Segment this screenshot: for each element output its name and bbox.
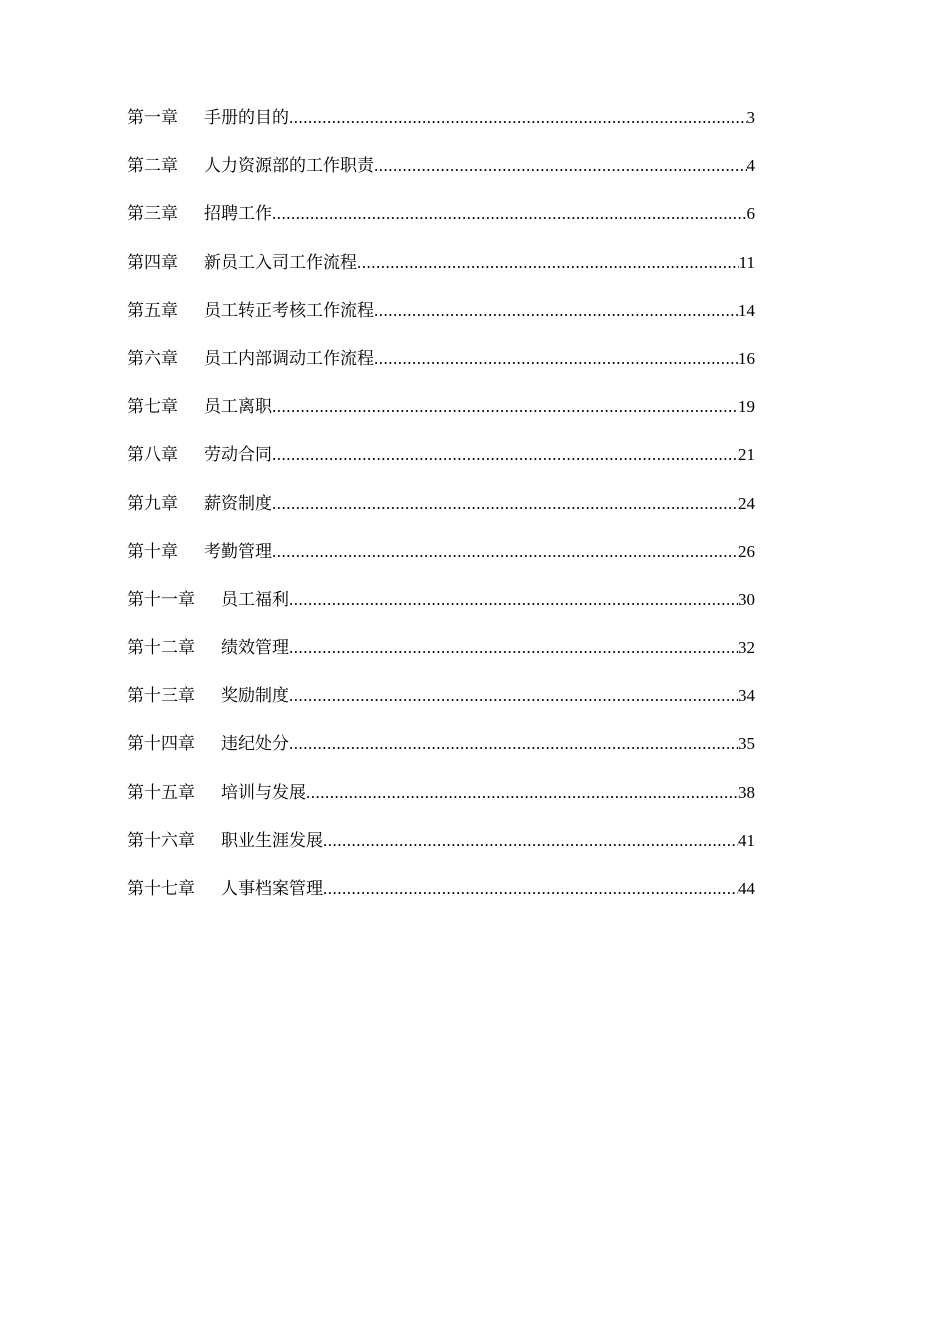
toc-dot-leader — [323, 871, 738, 907]
toc-page-number: 21 — [738, 445, 755, 465]
toc-chapter-title: 员工离职 — [204, 397, 272, 418]
toc-chapter-title: 培训与发展 — [221, 782, 306, 803]
toc-chapter-number: 第六章 — [127, 348, 178, 369]
toc-chapter-title: 新员工入司工作流程 — [204, 252, 357, 273]
toc-dot-leader — [272, 486, 738, 522]
toc-chapter-title: 薪资制度 — [204, 493, 272, 514]
toc-dot-leader — [289, 678, 738, 714]
toc-chapter-number: 第四章 — [127, 252, 178, 273]
toc-chapter-number: 第十五章 — [127, 782, 195, 803]
toc-page-number: 41 — [738, 830, 755, 850]
toc-dot-leader — [374, 293, 738, 329]
toc-chapter-title: 员工福利 — [221, 589, 289, 610]
toc-page-number: 14 — [738, 300, 755, 320]
toc-dot-leader — [357, 245, 739, 281]
toc-page-number: 35 — [738, 734, 755, 754]
toc-entry[interactable] — [127, 726, 755, 774]
toc-chapter-number: 第十七章 — [127, 879, 195, 899]
toc-page-number: 30 — [738, 589, 755, 609]
table-of-contents — [127, 100, 755, 919]
toc-page-number: 6 — [746, 204, 755, 224]
toc-chapter-number: 第十六章 — [127, 830, 195, 851]
toc-chapter-number: 第九章 — [127, 493, 178, 514]
toc-chapter-title: 奖励制度 — [221, 686, 289, 707]
toc-chapter-number: 第一章 — [127, 108, 178, 128]
toc-dot-leader — [289, 582, 738, 618]
toc-chapter-title: 员工转正考核工作流程 — [204, 300, 374, 321]
toc-entry[interactable] — [127, 293, 755, 341]
toc-dot-leader — [306, 775, 738, 811]
toc-page-number: 32 — [738, 638, 755, 658]
toc-page-number: 44 — [738, 879, 755, 898]
toc-page-number: 26 — [738, 541, 755, 561]
toc-chapter-number: 第十四章 — [127, 734, 195, 755]
toc-dot-leader — [272, 196, 747, 232]
toc-entry[interactable] — [127, 582, 755, 630]
toc-entry[interactable] — [127, 245, 755, 293]
toc-chapter-title: 招聘工作 — [204, 204, 272, 225]
toc-dot-leader — [289, 726, 738, 762]
toc-chapter-title: 人事档案管理 — [221, 879, 323, 899]
toc-page-number: 3 — [746, 108, 755, 127]
toc-chapter-title: 人力资源部的工作职责 — [204, 156, 374, 177]
toc-chapter-number: 第十一章 — [127, 589, 195, 610]
toc-chapter-number: 第十三章 — [127, 686, 195, 707]
toc-entry[interactable] — [127, 775, 755, 823]
toc-chapter-title: 手册的目的 — [204, 108, 289, 128]
toc-entry[interactable] — [127, 630, 755, 678]
toc-entry[interactable] — [127, 486, 755, 534]
toc-dot-leader — [272, 437, 738, 473]
toc-entry[interactable] — [127, 100, 755, 148]
toc-dot-leader — [289, 100, 747, 136]
toc-dot-leader — [374, 341, 738, 377]
toc-chapter-title: 劳动合同 — [204, 445, 272, 466]
toc-chapter-title: 员工内部调动工作流程 — [204, 348, 374, 369]
toc-page-number: 19 — [738, 397, 755, 417]
toc-chapter-number: 第七章 — [127, 397, 178, 418]
toc-page-number: 38 — [738, 782, 755, 802]
toc-entry[interactable] — [127, 341, 755, 389]
toc-chapter-number: 第三章 — [127, 204, 178, 225]
toc-entry[interactable] — [127, 871, 755, 919]
toc-chapter-title: 违纪处分 — [221, 734, 289, 755]
toc-page-number: 11 — [738, 252, 755, 272]
toc-entry[interactable] — [127, 678, 755, 726]
toc-chapter-title: 绩效管理 — [221, 638, 289, 659]
toc-page-number: 4 — [746, 156, 755, 176]
toc-dot-leader — [323, 823, 738, 859]
toc-chapter-number: 第二章 — [127, 156, 178, 177]
toc-chapter-title: 职业生涯发展 — [221, 830, 323, 851]
toc-entry[interactable] — [127, 389, 755, 437]
toc-chapter-number: 第八章 — [127, 445, 178, 466]
toc-entry[interactable] — [127, 148, 755, 196]
toc-entry[interactable] — [127, 534, 755, 582]
toc-page-number: 34 — [738, 686, 755, 706]
toc-entry[interactable] — [127, 196, 755, 244]
toc-chapter-number: 第十章 — [127, 541, 178, 562]
toc-page-number: 16 — [738, 348, 755, 368]
toc-entry[interactable] — [127, 437, 755, 485]
toc-dot-leader — [272, 389, 738, 425]
toc-chapter-title: 考勤管理 — [204, 541, 272, 562]
toc-chapter-number: 第十二章 — [127, 638, 195, 659]
toc-page-number: 24 — [738, 493, 755, 513]
toc-entry[interactable] — [127, 823, 755, 871]
toc-dot-leader — [289, 630, 738, 666]
toc-dot-leader — [374, 148, 747, 184]
toc-chapter-number: 第五章 — [127, 300, 178, 321]
toc-dot-leader — [272, 534, 738, 570]
